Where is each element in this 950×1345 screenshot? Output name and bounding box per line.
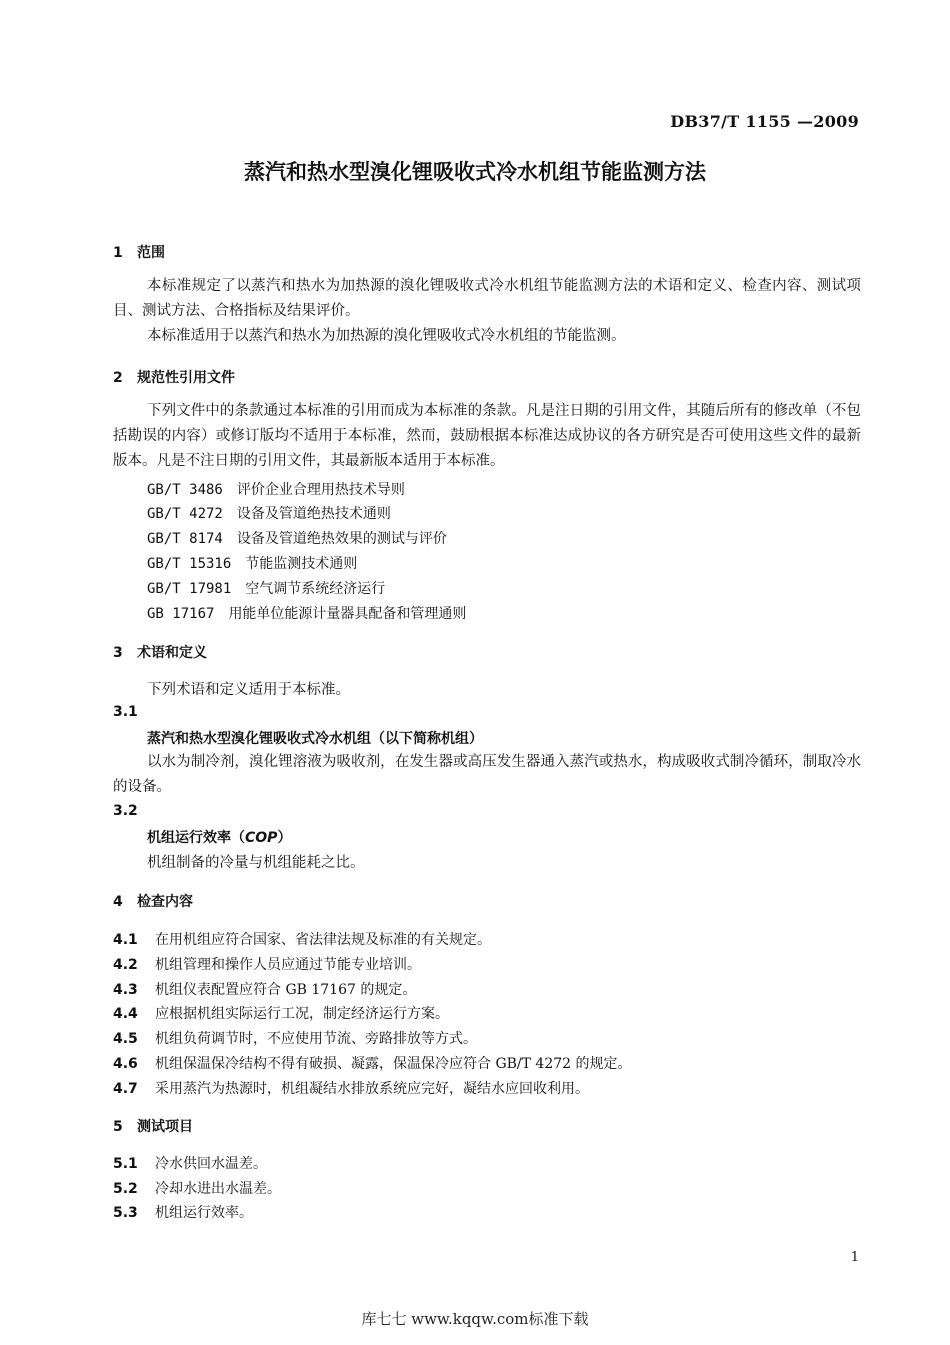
term-3-1-title: 蒸汽和热水型溴化锂吸收式冷水机组（以下简称机组）	[147, 731, 483, 747]
reference-item: GB/T 8174 设备及管道绝热效果的测试与评价	[147, 531, 447, 547]
section-number: 1	[113, 245, 123, 261]
test-item: 5.2 冷却水进出水温差。	[113, 1181, 281, 1197]
page-number: 1	[850, 1250, 859, 1265]
section-2-heading	[113, 367, 235, 387]
check-item: 4.2 机组管理和操作人员应通过节能专业培训。	[113, 957, 421, 973]
term-3-2-number: 3.2	[113, 803, 138, 819]
test-item: 5.3 机组运行效率。	[113, 1205, 253, 1221]
reference-item: GB/T 17981 空气调节系统经济运行	[147, 581, 386, 597]
section-number: 4	[113, 894, 123, 910]
document-number: DB37/T 1155 —2009	[670, 112, 859, 131]
section-number: 5	[113, 1119, 123, 1135]
reference-item: GB/T 3486 评价企业合理用热技术导则	[147, 482, 405, 498]
reference-item: GB/T 15316 节能监测技术通则	[147, 556, 358, 572]
section-1-paragraph-2: 本标准适用于以蒸汽和热水为加热源的溴化锂吸收式冷水机组的节能监测。	[147, 328, 626, 344]
term-3-2-definition: 机组制备的冷量与机组能耗之比。	[147, 855, 365, 871]
section-title: 测试项目	[137, 1119, 193, 1135]
section-title: 范围	[137, 245, 165, 261]
section-3-heading	[113, 642, 207, 662]
section-number: 3	[113, 645, 123, 661]
document-title: 蒸汽和热水型溴化锂吸收式冷水机组节能监测方法	[244, 160, 706, 184]
section-4-heading	[113, 891, 193, 911]
section-title: 术语和定义	[137, 645, 207, 661]
check-item: 4.5 机组负荷调节时，不应使用节流、旁路排放等方式。	[113, 1031, 477, 1047]
section-title: 检查内容	[137, 894, 193, 910]
check-item: 4.7 采用蒸汽为热源时，机组凝结水排放系统应完好，凝结水应回收利用。	[113, 1081, 589, 1097]
section-number: 2	[113, 370, 123, 386]
section-5-heading	[113, 1116, 193, 1136]
cop-abbreviation: COP	[245, 830, 278, 846]
check-item: 4.3 机组仪表配置应符合 GB 17167 的规定。	[113, 982, 417, 998]
check-item: 4.4 应根据机组实际运行工况，制定经济运行方案。	[113, 1006, 449, 1022]
test-item: 5.1 冷水供回水温差。	[113, 1156, 267, 1172]
term-3-1-definition: 以水为制冷剂，溴化锂溶液为吸收剂，在发生器或高压发生器通入蒸汽或热水，构成吸收式制冷循环，制取冷水的设备。	[113, 754, 861, 795]
section-title: 规范性引用文件	[137, 370, 235, 386]
term-3-2-title: 机组运行效率（COP）	[147, 830, 292, 846]
reference-item: GB 17167 用能单位能源计量器具配备和管理通则	[147, 606, 467, 622]
check-item: 4.1 在用机组应符合国家、省法律法规及标准的有关规定。	[113, 932, 491, 948]
section-2-paragraph: 下列文件中的条款通过本标准的引用而成为本标准的条款。凡是注日期的引用文件，其随后所有的修改单（不包括勘误的内容）或修订版均不适用于本标准，然而，鼓励根据本标准达成协议的各方研究是否可使用这些文件的最新版本。凡是不注日期的引用文件，其最新版本适用于本标准。	[113, 403, 861, 469]
footer-watermark: 库七七 www.kqqw.com标准下载	[361, 1310, 589, 1328]
term-3-1-number: 3.1	[113, 704, 138, 720]
section-3-intro: 下列术语和定义适用于本标准。	[147, 682, 350, 698]
reference-item: GB/T 4272 设备及管道绝热技术通则	[147, 506, 391, 522]
section-1-paragraph-1: 本标准规定了以蒸汽和热水为加热源的溴化锂吸收式冷水机组节能监测方法的术语和定义、检查内容、测试项目、测试方法、合格指标及结果评价。	[113, 278, 861, 319]
section-1-heading	[113, 242, 165, 262]
check-item: 4.6 机组保温保冷结构不得有破损、凝露，保温保冷应符合 GB/T 4272 的规定。	[113, 1056, 632, 1072]
